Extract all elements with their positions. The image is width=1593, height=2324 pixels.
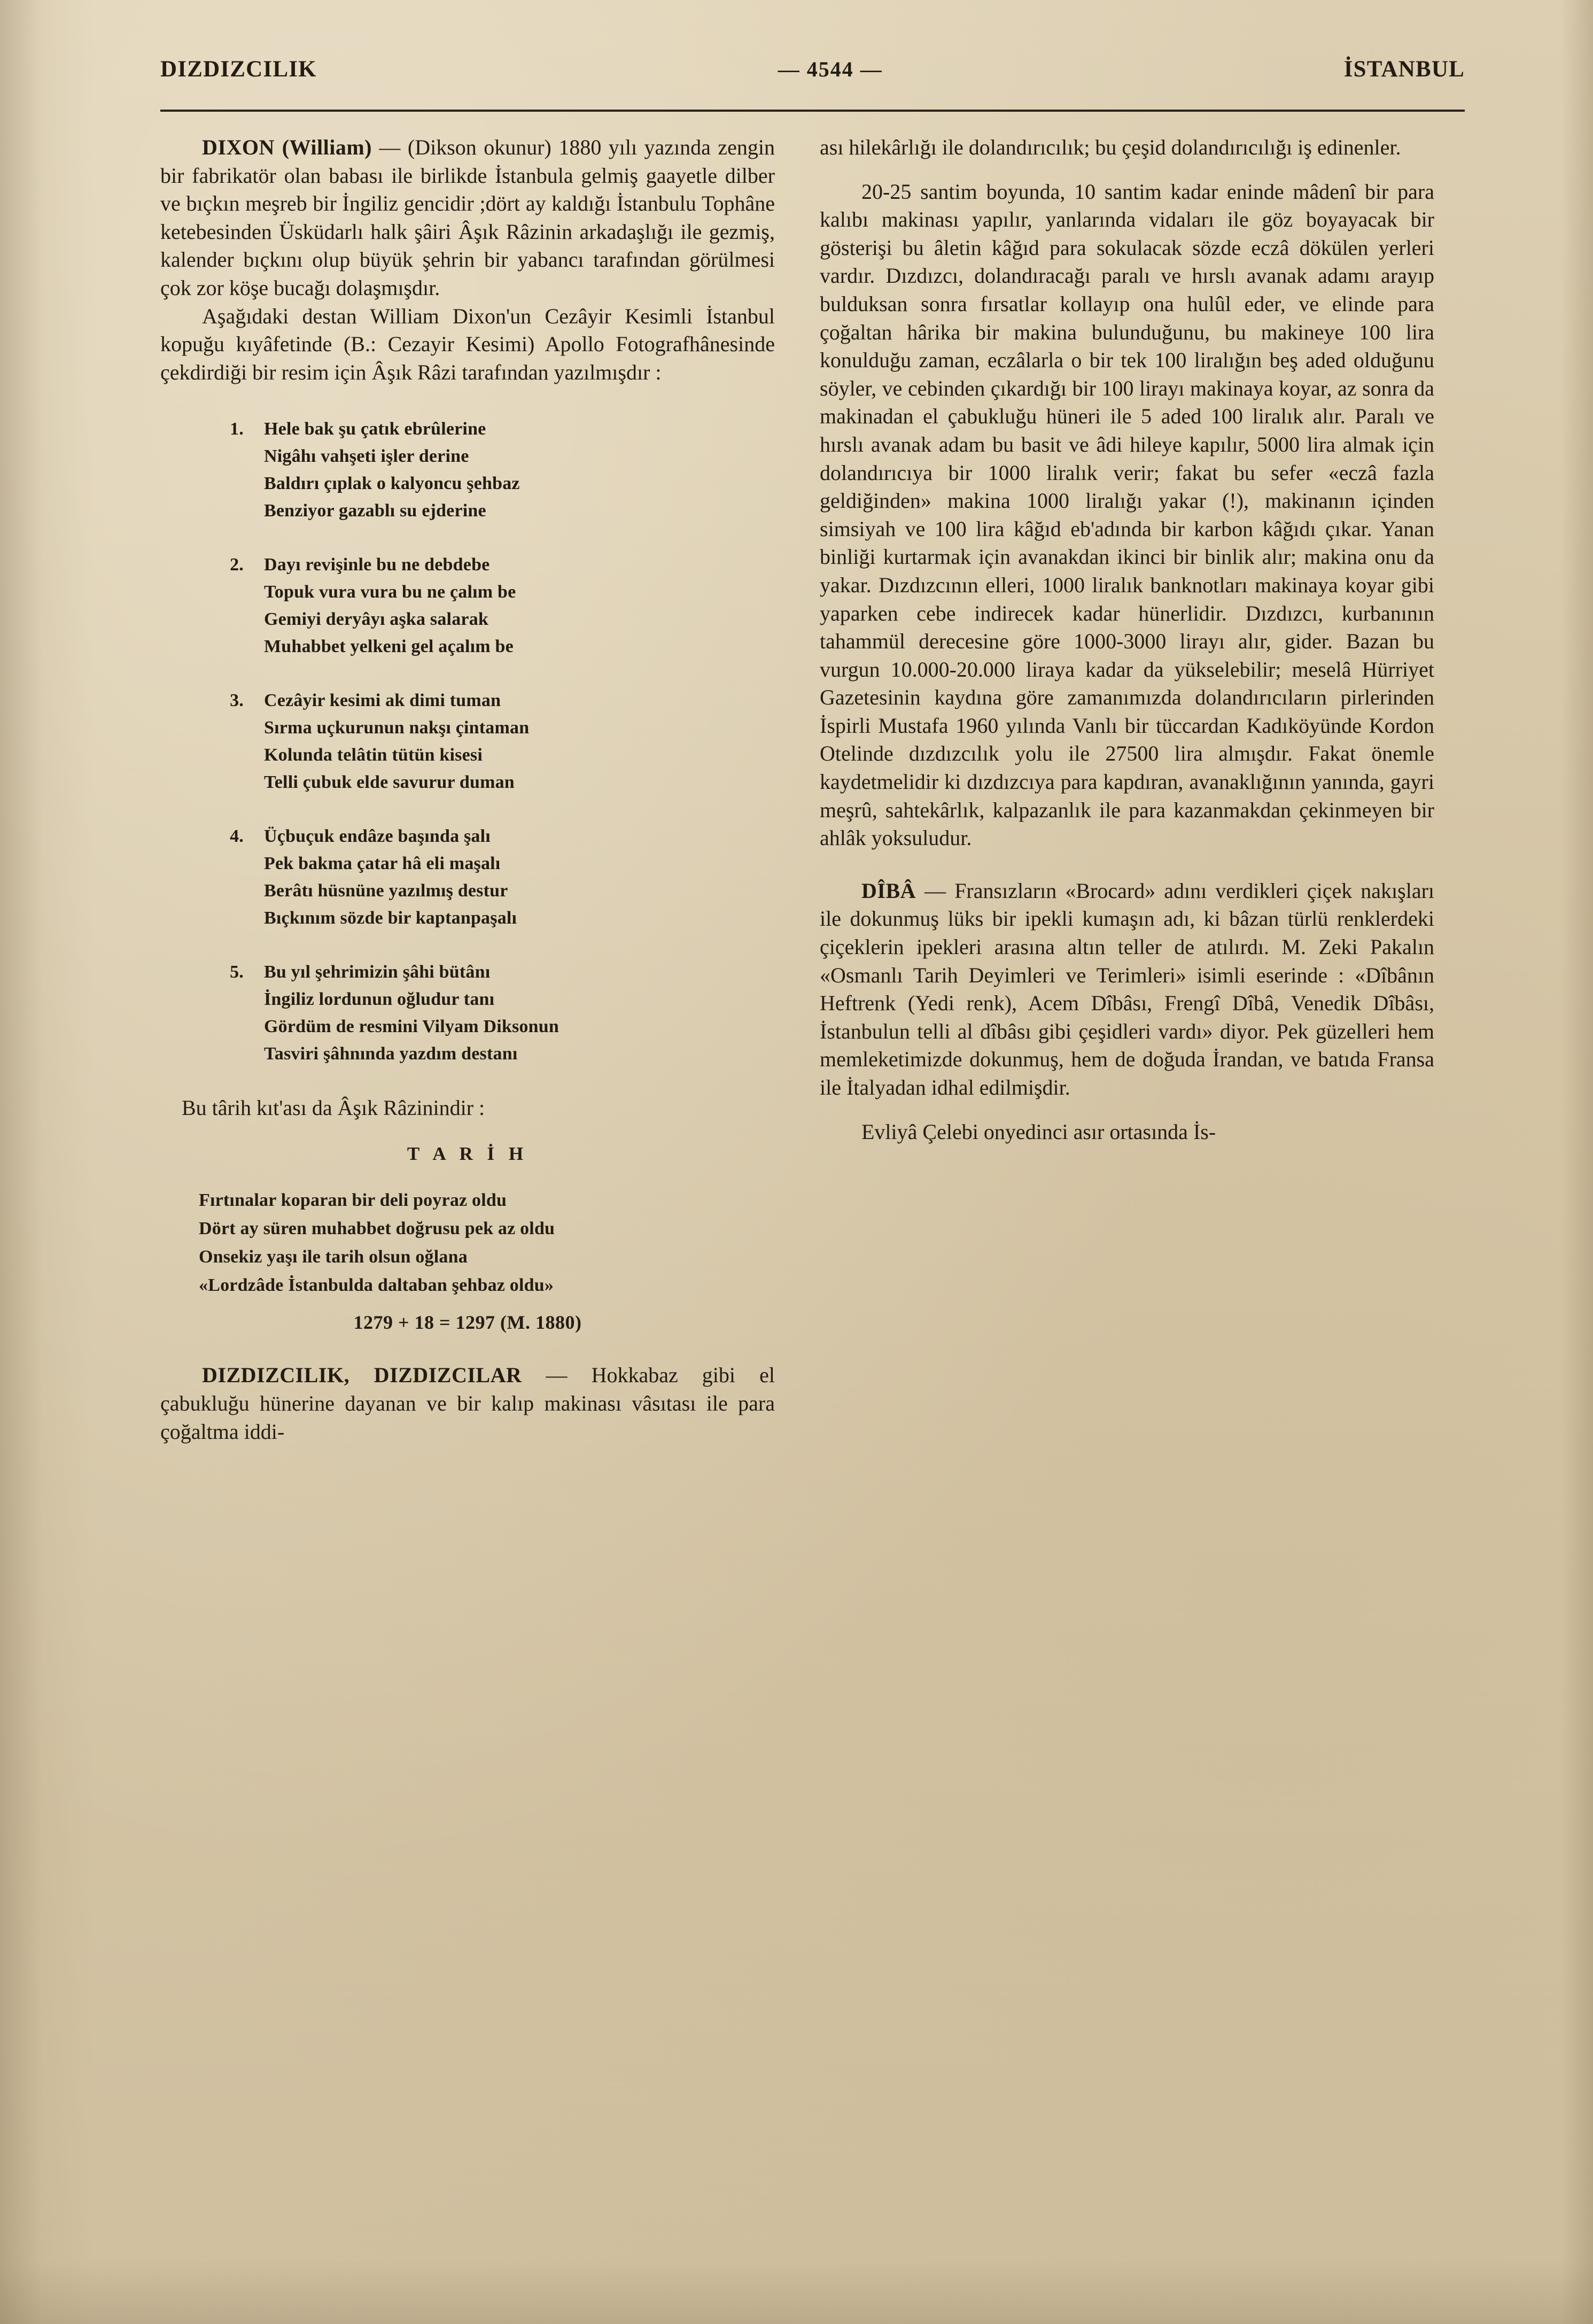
stanza-2-line-3: Gemiyi deryâyı aşka salarak [264,609,489,630]
entry-diba-dash: — [916,878,955,903]
paragraph-spacer-2 [820,853,1434,877]
stanza-3-line-2: Sırma uçkurunun nakşı çintaman [264,718,530,738]
tarih-line-1: Fırtınalar koparan bir deli poyraz oldu [199,1190,507,1211]
stanza-5-line-3: Gördüm de resmini Vilyam Diksonun [264,1017,559,1037]
stanza-3-line-3: Kolunda telâtin tütün kisesi [264,745,483,765]
stanza-2-number: 2. [230,555,244,575]
paragraph-spacer-1 [820,162,1434,178]
stanza-3-line-4: Telli çubuk elde savurur duman [264,772,515,793]
tarih-numeric-sum: 1279 + 18 = 1297 (M. 1880) [353,1312,582,1334]
entry-dixon-body: (Dikson okunur) 1880 yılı yazında zengin bir fabrikatör olan babası ile birlikde İstanbula gelmiş gaayetle dilber ve bıçkın meşreb bir İngiliz gencidir ;dört ay kaldığı İstanbulu Tophâne ketebesinden Üsküdarlı halk şâiri Âşık Râzinin arkadaşlığı ile gezmiş, kalender bıçkını olup büyük şehrin bir yabancı tarafından görülmesi çok zor köşe bucağı dolaşmışdır. [160,135,775,300]
entry-diba-body: Fransızların «Brocard» adını verdikleri çiçek nakışları ile dokunmuş lüks bir ipekli kumaşın adı, ki bâzan türlü renklerdeki çiçeklerin ipekleri arasına altın teller de atılırdı. M. Zeki Pakalın «Osmanlı Tarih Deyimleri ve Terimleri» isimli eserinde : «Dîbânın Heftrenk (Yedi renk), Acem Dîbâsı, Frengî Dîbâ, Venedik Dîbâsı, İstanbulun telli al dîbâsı gibi çeşidleri vardı» diyor. Pek güzelleri hem memleketimizde dokunmuş, hem de doğuda İrandan, ve batıda Fransa ile İtalyadan idhal edilmişdir. [820,878,1435,1099]
page-right-shadow [1561,0,1593,2324]
stanza-3-number: 3. [230,691,244,711]
paragraph-evliya-celebi: Evliyâ Çelebi onyedinci asır ortasında İs- [861,1119,1216,1144]
paragraph-dizdizcilik-main: 20-25 santim boyunda, 10 santim kadar eninde mâdenî bir para kalıbı makinası yapılır, yanlarında vidaları ile göz boyayacak bir gösterişi bu âletin kâğıd para sokulacak sözde eczâ dökülen yerleri vardır. Dızdızcı, dolandıracağı paralı ve hırslı avanak adamı arayıp bulduksan sonra fırsatlar kollayıp ona hulûl eder, ve elinde para çoğaltan hârika bir makina bulunduğunu, bu makineye 100 lira konulduğu zaman, eczâlarla o bir tek 100 liralığın beş aded olduğunu söyler, ve cebinden çıkardığı bir 100 lirayı makinaya koyar, az sonra da makinadan el çabukluğu hüneri ile 5 aded 100 liralık alır. Paralı ve hırslı avanak adam bu basit ve âdi hileye kapılır, 5000 lira almak için dolandırıcıya bir 1000 liralık verir; fakat bu sefer «eczâ fazla geldiğinden» makina 1000 liralığı yakar (!), makinanın içinden simsiyah ve 100 lira kâğıd eb'adında bir karbon kâğıdı çıkar. Yanan binliği kurtarmak için avanakdan ikinci bir binlik alır; makina onu da yakar. Dızdızcının elleri, 1000 liralık banknotları makinaya koyar gibi yaparken cebe indirecek kadar hünerlidir. Dızdızcı, kurbanının tahammül derecesine göre 1000-3000 lirayı alır, gider. Bazan bu vurgun 10.000-20.000 liraya kadar da yükselebilir; meselâ Hürriyet Gazetesinin kaydına göre zamanımızda dolandırıcıların pirlerinden İspirli Mustafa 1960 yılında Vanlı bir tüccardan Kadıköyünde Kordon Otelinde dızdızcılık yolu ile 27500 lira almışdır. Fakat önemle kaydetmelidir ki dızdızcıya para kapdıran, avanaklığının yanında, gayri meşrû, sahtekârlık, kalpazanlık ile para kazanmakdan çekinmeyen bir ahlâk yoksuludur. [820,179,1434,850]
stanza-4-line-4: Bıçkınım sözde bir kaptanpaşalı [264,908,517,928]
entry-dizdizcilik-dash: — [522,1363,592,1388]
page-number: — 4544 — [778,57,883,81]
stanza-1-line-1: Hele bak şu çatık ebrûlerine [264,419,486,439]
header-divider-rule [160,110,1465,112]
tarih-line-4: «Lordzâde İstanbulda daltaban şehbaz oldu» [199,1275,554,1296]
stanza-4-line-1: Üçbuçuk endâze başında şalı [264,826,491,847]
stanza-1-line-3: Baldırı çıplak o kalyoncu şehbaz [264,474,520,494]
stanza-2-line-1: Dayı revişinle bu ne debdebe [264,555,490,575]
tarih-section-title: T A R İ H [407,1143,529,1165]
verse-block [160,415,775,1067]
stanza-2 [206,551,775,660]
entry-dizdizcilik-headword: DIZDIZCILIK, DIZDIZCILAR [202,1363,522,1388]
two-column-body [160,134,1465,1446]
entry-dizdizcilik-body: Hokkabaz gibi el çabukluğu hünerine dayanan ve bir kalıp makinası vâsıtası ile para çoğaltma iddi- [160,1363,775,1444]
entry-dizdizcilik [160,1361,775,1446]
stanza-1 [206,415,775,524]
stanza-3 [206,687,775,796]
right-column [820,134,1434,1446]
paragraph-continuation: ası hilekârlığı ile dolandırıcılık; bu çeşid dolandırıcılığı iş edinenler. [820,135,1401,159]
stanza-5 [206,958,775,1067]
tarih-line-3: Onsekiz yaşı ile tarih olsun oğlana [199,1247,468,1267]
stanza-2-line-4: Muhabbet yelkeni gel açalım be [264,637,514,657]
tarih-verse [160,1186,775,1299]
entry-dixon-dash: — [371,135,408,159]
stanza-4 [206,823,775,932]
stanza-5-line-4: Tasviri şâhnında yazdım destanı [264,1044,518,1064]
paragraph-spacer-3 [820,1102,1434,1118]
stanza-5-number: 5. [230,962,244,982]
stanza-1-line-2: Nigâhı vahşeti işler derine [264,446,469,467]
tarih-line-2: Dört ay süren muhabbet doğrusu pek az oldu [199,1219,555,1239]
paragraph-dixon-destan: Aşağıdaki destan William Dixon'un Cezâyir Kesimli İstanbul kopuğu kıyâfetinde (B.: Cezayir Kesimi) Apollo Fotografhânesinde çekdirdiği bir resim için Âşık Râzi tarafından yazılmışdır : [160,304,775,384]
left-column [160,134,775,1446]
stanza-1-line-4: Benziyor gazablı su ejderine [264,501,486,521]
stanza-4-number: 4. [230,826,244,847]
stanza-2-line-2: Topuk vura vura bu ne çalım be [264,582,516,602]
entry-diba-headword: DÎBÂ [861,878,916,903]
running-head-left: DIZDIZCILIK [160,57,317,82]
stanza-5-line-2: İngiliz lordunun oğludur tanı [264,989,495,1010]
entry-dixon [160,134,775,303]
stanza-3-line-1: Cezâyir kesimi ak dimi tuman [264,691,501,711]
tarih-intro-line: Bu târih kıt'ası da Âşık Râzinindir : [182,1096,485,1120]
stanza-4-line-3: Berâtı hüsnüne yazılmış destur [264,881,508,901]
stanza-5-line-1: Bu yıl şehrimizin şâhi bütânı [264,962,491,982]
entry-diba [820,877,1434,1102]
stanza-1-number: 1. [230,419,244,439]
running-head-right: İSTANBUL [1343,57,1465,82]
entry-dixon-headword: DIXON (William) [202,135,372,159]
page-bottom-shadow [0,2260,1593,2324]
stanza-4-line-2: Pek bakma çatar hâ eli maşalı [264,854,501,874]
page-left-shadow [0,0,94,2324]
running-head [160,56,1465,99]
